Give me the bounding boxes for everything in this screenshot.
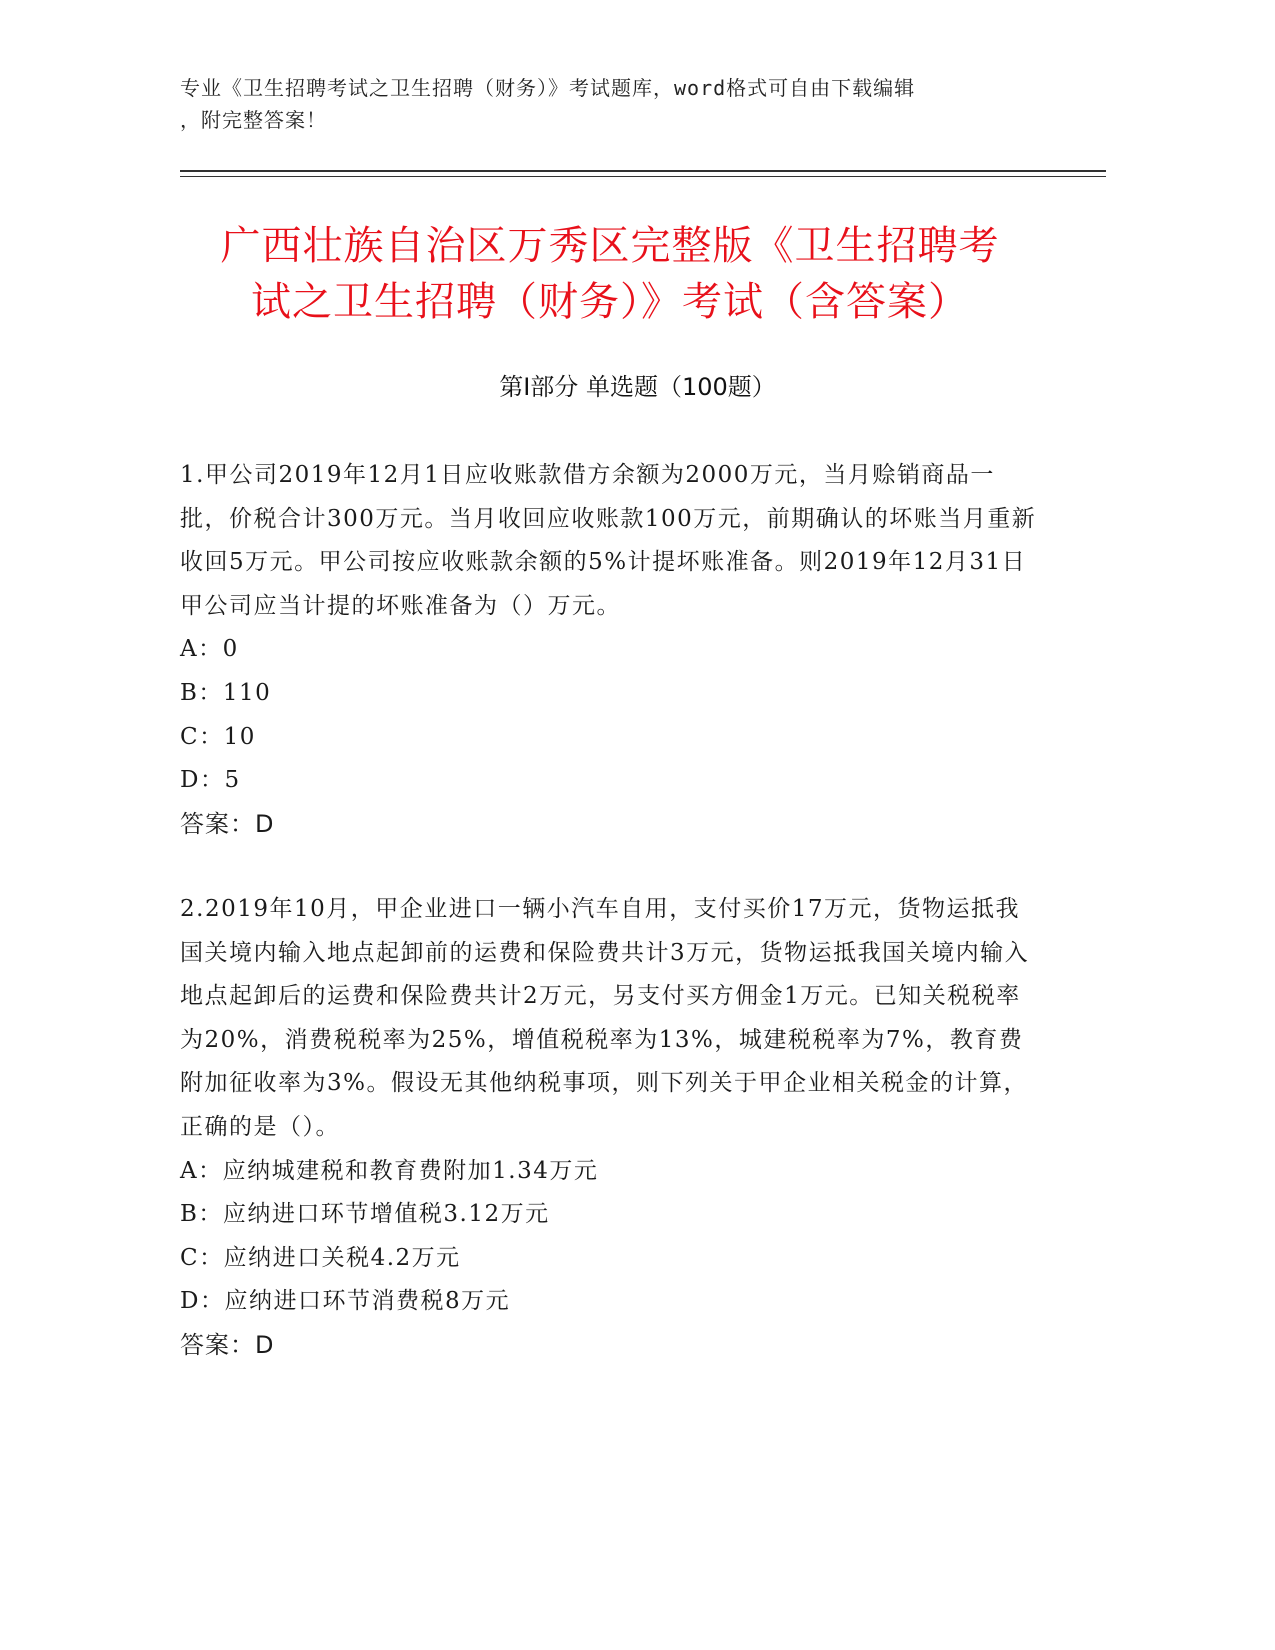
option-key: A： bbox=[180, 1157, 223, 1184]
question-stem: 1.甲公司2019年12月1日应收账款借方余额为2000万元，当月赊销商品一批，价税合计300万元。当月收回应收账款100万元，前期确认的坏账当月重新收回5万元。甲公司按应收账款余额的5%计提坏账准备。则2019年12月31日甲公司应当计提的坏账准备为（）万元。 bbox=[180, 462, 1037, 619]
option-key: C： bbox=[180, 723, 224, 750]
option-b bbox=[180, 672, 1040, 716]
option-text: 0 bbox=[222, 636, 239, 663]
option-a bbox=[180, 628, 1040, 672]
header-divider-thin bbox=[180, 176, 1106, 177]
option-key: D： bbox=[180, 767, 225, 794]
header-divider-thick bbox=[180, 170, 1106, 172]
option-text: 应纳城建税和教育费附加1.34万元 bbox=[222, 1157, 599, 1184]
option-text: 应纳进口环节增值税3.12万元 bbox=[222, 1201, 550, 1228]
option-b bbox=[180, 1193, 1040, 1237]
option-key: B： bbox=[180, 679, 223, 706]
document-title-line-1: 广西壮族自治区万秀区完整版《卫生招聘考 bbox=[220, 223, 1000, 269]
option-a bbox=[180, 1150, 1040, 1194]
option-d bbox=[180, 1280, 1040, 1324]
question-2 bbox=[180, 888, 1040, 1368]
document-title-line-2: 试之卫生招聘（财务）》考试（含答案） bbox=[251, 279, 969, 325]
header-note bbox=[180, 72, 1040, 136]
option-key: D： bbox=[180, 1288, 225, 1315]
option-text: 10 bbox=[223, 723, 256, 750]
question-stem: 2.2019年10月，甲企业进口一辆小汽车自用，支付买价17万元，货物运抵我国关境内输入地点起卸前的运费和保险费共计3万元，货物运抵我国关境内输入地点起卸后的运费和保险费共计2万元，另支付买方佣金1万元。已知关税税率为20%，消费税税率为25%，增值税税率为13%，城建税税率为7%，教育费附加征收率为3%。假设无其他纳税事项，则下列关于甲企业相关税金的计算，正确的是（）。 bbox=[180, 896, 1030, 1140]
option-text: 110 bbox=[222, 679, 272, 706]
option-key: A： bbox=[180, 636, 223, 663]
option-text: 应纳进口关税4.2万元 bbox=[223, 1244, 461, 1271]
header-note-line-2: ，附完整答案！ bbox=[180, 108, 327, 132]
question-1 bbox=[180, 454, 1040, 846]
header-note-line-1: 专业《卫生招聘考试之卫生招聘（财务）》考试题库，word格式可自由下载编辑 bbox=[180, 76, 916, 100]
option-d bbox=[180, 759, 1040, 803]
option-c bbox=[180, 1237, 1040, 1281]
answer-line: 答案：D bbox=[180, 1330, 275, 1359]
option-text: 5 bbox=[224, 767, 241, 794]
option-key: B： bbox=[180, 1201, 223, 1228]
section-heading: 第Ⅰ部分 单选题（100题） bbox=[499, 373, 776, 401]
option-key: C： bbox=[180, 1244, 224, 1271]
option-c bbox=[180, 716, 1040, 760]
answer-line: 答案：D bbox=[180, 809, 275, 838]
option-text: 应纳进口环节消费税8万元 bbox=[224, 1288, 511, 1315]
document-title bbox=[175, 218, 1045, 330]
